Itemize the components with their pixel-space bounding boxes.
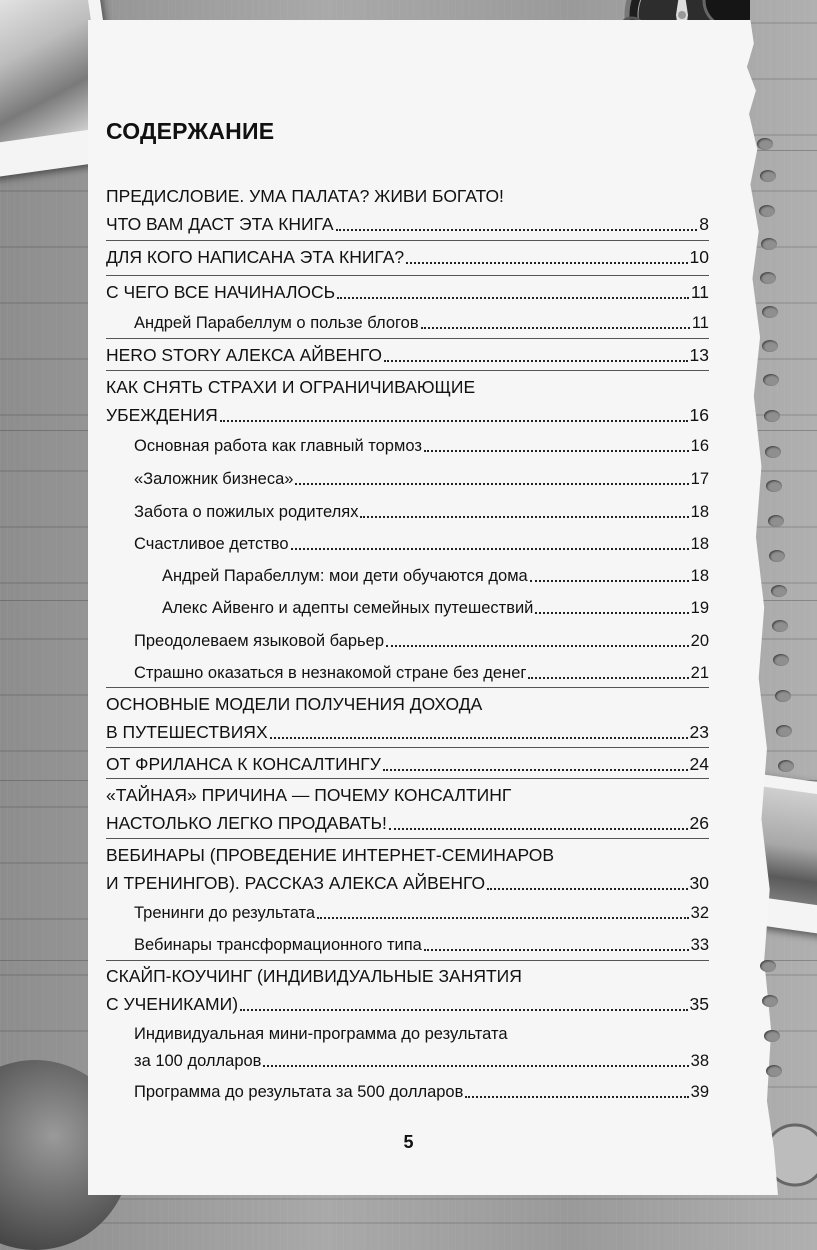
toc-entry-text: ДЛЯ КОГО НАПИСАНА ЭТА КНИГА?	[106, 247, 405, 267]
toc-entry-text: Алекс Айвенго и адепты семейных путешествий	[162, 599, 534, 617]
toc-entry-text: Тренинги до результата	[134, 904, 316, 922]
toc-leader-dots	[295, 482, 688, 485]
toc-entry[interactable]	[134, 1083, 709, 1102]
toc-page-number: 32	[690, 904, 709, 922]
toc-entry[interactable]	[106, 405, 709, 426]
toc-page-number: 35	[689, 994, 709, 1014]
toc-entry[interactable]	[106, 722, 709, 743]
toc-page-number: 39	[690, 1083, 709, 1101]
toc-leader-dots	[424, 948, 689, 951]
toc-entry[interactable]	[106, 754, 709, 775]
toc-entry-text: «ТАЙНАЯ» ПРИЧИНА — ПОЧЕМУ КОНСАЛТИНГ	[106, 785, 512, 805]
toc-page-number: 33	[690, 936, 709, 954]
toc-entry-text: Счастливое детство	[134, 535, 289, 553]
toc-page-number: 18	[690, 503, 709, 521]
toc-leader-dots	[291, 547, 689, 550]
toc-divider	[106, 687, 709, 688]
toc-entry[interactable]	[134, 1052, 709, 1071]
toc-divider	[106, 338, 709, 339]
toc-divider	[106, 240, 709, 241]
toc-entry-text: Преодолеваем языковой барьер	[134, 632, 385, 650]
toc-leader-dots	[337, 296, 689, 299]
toc-leader-dots	[386, 644, 689, 647]
toc-entry[interactable]	[134, 664, 709, 683]
toc-leader-dots	[270, 736, 688, 739]
toc-leader-dots	[220, 419, 688, 422]
toc-entry-text: Андрей Парабеллум о пользе блогов	[134, 314, 419, 332]
toc-leader-dots	[384, 359, 688, 362]
toc-entry-text: Страшно оказаться в незнакомой стране без денег	[134, 664, 527, 682]
page-number: 5	[403, 1132, 414, 1152]
toc-entry[interactable]	[106, 345, 709, 366]
toc-entry-text: СКАЙП-КОУЧИНГ (ИНДИВИДУАЛЬНЫЕ ЗАНЯТИЯ	[106, 966, 522, 986]
toc-entry-text: УБЕЖДЕНИЯ	[106, 405, 218, 425]
page-title: СОДЕРЖАНИЕ	[106, 118, 275, 144]
toc-entry-text: Вебинары трансформационного типа	[134, 936, 422, 954]
toc-divider	[106, 960, 709, 961]
toc-entry-text: Забота о пожилых родителях	[134, 503, 359, 521]
toc-entry-text: Андрей Парабеллум: мои дети обучаются дома	[162, 567, 528, 585]
toc-leader-dots	[336, 228, 698, 231]
toc-entry[interactable]	[106, 994, 709, 1015]
toc-entry[interactable]	[134, 470, 709, 489]
toc-divider	[106, 370, 709, 371]
toc-entry-text: ЧТО ВАМ ДАСТ ЭТА КНИГА	[106, 214, 334, 234]
toc-entry-text: И ТРЕНИНГОВ). РАССКАЗ АЛЕКСА АЙВЕНГО	[106, 873, 486, 893]
toc-entry[interactable]	[106, 813, 709, 834]
toc-entry[interactable]	[162, 567, 709, 586]
toc-page-number: 38	[690, 1052, 709, 1070]
toc-page-number: 19	[690, 599, 709, 617]
toc-entry-text: НАСТОЛЬКО ЛЕГКО ПРОДАВАТЬ!	[106, 813, 387, 833]
toc-page-number: 24	[689, 754, 709, 774]
toc-divider	[106, 778, 709, 779]
toc-entry-text: «Заложник бизнеса»	[134, 470, 294, 488]
toc-entry[interactable]	[134, 632, 709, 651]
toc-page-number: 20	[690, 632, 709, 650]
toc-page-number: 11	[691, 314, 709, 332]
toc-leader-dots	[263, 1064, 688, 1067]
toc-page-number: 21	[690, 664, 709, 682]
toc-leader-dots	[465, 1095, 688, 1098]
toc-page-number: 16	[689, 405, 709, 425]
toc-page-number: 16	[690, 437, 709, 455]
toc-entry-text: Программа до результата за 500 долларов	[134, 1083, 464, 1101]
toc-page-number: 26	[689, 813, 709, 833]
toc-entry[interactable]	[134, 936, 709, 955]
toc-entry-text: ОТ ФРИЛАНСА К КОНСАЛТИНГУ	[106, 754, 381, 774]
toc-entry-text: ОСНОВНЫЕ МОДЕЛИ ПОЛУЧЕНИЯ ДОХОДА	[106, 694, 483, 714]
toc-page-number: 10	[689, 247, 709, 267]
toc-entry-text: КАК СНЯТЬ СТРАХИ И ОГРАНИЧИВАЮЩИЕ	[106, 377, 476, 397]
toc-leader-dots	[421, 326, 690, 329]
toc-divider	[106, 275, 709, 276]
toc-page-number: 23	[689, 722, 709, 742]
toc-leader-dots	[406, 261, 687, 264]
toc-entry[interactable]	[134, 314, 709, 333]
toc-entry[interactable]	[162, 599, 709, 618]
toc-entry-text: за 100 долларов	[134, 1052, 262, 1070]
toc-leader-dots	[240, 1008, 688, 1011]
toc-divider	[106, 838, 709, 839]
toc-leader-dots	[535, 611, 688, 614]
toc-entry-text: ПРЕДИСЛОВИЕ. УМА ПАЛАТА? ЖИВИ БОГАТО!	[106, 186, 504, 206]
toc-entry[interactable]	[134, 503, 709, 522]
toc-page-number: 8	[699, 214, 709, 234]
toc-leader-dots	[424, 449, 689, 452]
toc-page-number: 11	[690, 282, 709, 302]
toc-divider	[106, 747, 709, 748]
toc-leader-dots	[383, 768, 688, 771]
toc-leader-dots	[530, 579, 689, 582]
toc-entry-text: Индивидуальная мини-программа до результата	[134, 1025, 508, 1043]
toc-entry-text: С УЧЕНИКАМИ)	[106, 994, 239, 1014]
toc-leader-dots	[528, 676, 688, 679]
toc-page-number: 30	[689, 873, 709, 893]
toc-entry[interactable]	[106, 247, 709, 268]
toc-leader-dots	[317, 916, 689, 919]
toc-leader-dots	[487, 887, 687, 890]
toc-page-number: 17	[690, 470, 709, 488]
toc-entry-text: HERO STORY АЛЕКСА АЙВЕНГО	[106, 345, 382, 365]
toc-entry[interactable]	[134, 535, 709, 554]
toc-page-number: 18	[690, 567, 709, 585]
toc-entry-text: ВЕБИНАРЫ (ПРОВЕДЕНИЕ ИНТЕРНЕТ-СЕМИНАРОВ	[106, 845, 555, 865]
toc-entry[interactable]	[134, 904, 709, 923]
toc-page-number: 13	[689, 345, 709, 365]
toc-entry[interactable]	[106, 282, 709, 303]
toc-entry-text: Основная работа как главный тормоз	[134, 437, 422, 455]
toc-entry[interactable]	[106, 873, 709, 894]
toc-leader-dots	[360, 515, 688, 518]
toc-entry-text: С ЧЕГО ВСЕ НАЧИНАЛОСЬ	[106, 282, 336, 302]
toc-entry[interactable]	[134, 437, 709, 456]
toc-page-number: 18	[690, 535, 709, 553]
toc-entry[interactable]	[106, 214, 709, 235]
toc-entry-text: В ПУТЕШЕСТВИЯХ	[106, 722, 268, 742]
toc-leader-dots	[389, 827, 688, 830]
